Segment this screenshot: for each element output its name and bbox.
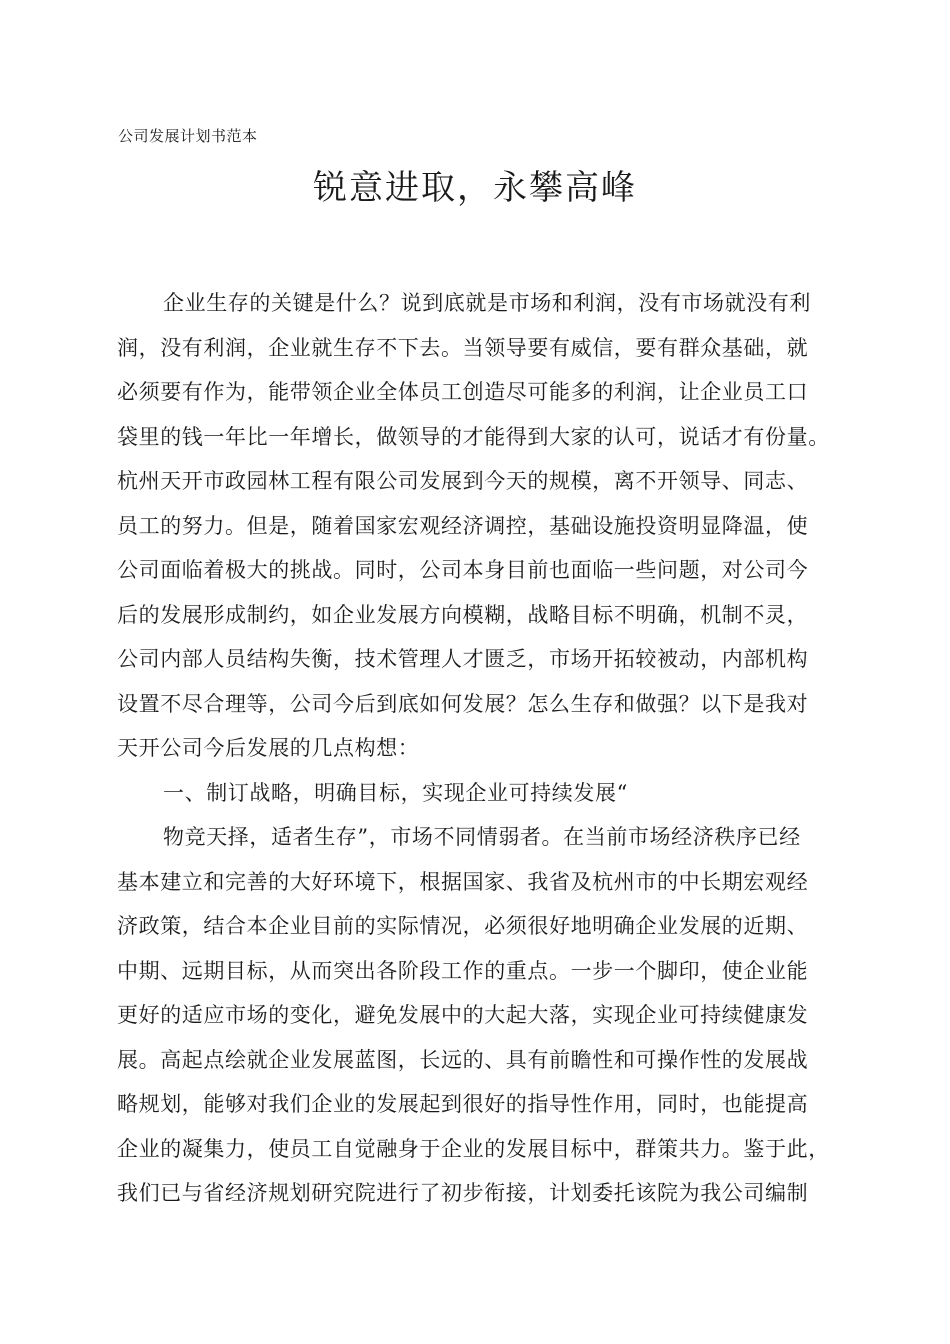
paragraph-line: 我们已与省经济规划研究院进行了初步衔接，计划委托该院为我公司编制 — [117, 1181, 809, 1205]
paragraph-line: 杭州天开市政园林工程有限公司发展到今天的规模，离不开领导、同志、 — [117, 469, 809, 493]
paragraph-line: 员工的努力。但是，随着国家宏观经济调控，基础设施投资明显降温，使 — [117, 513, 809, 538]
paragraph-line: 物竞天择，适者生存”，市场不同情弱者。在当前市场经济秩序已经 — [163, 825, 801, 849]
paragraph-line: 济政策，结合本企业目前的实际情况，必须很好地明确企业发展的近期、 — [117, 914, 809, 938]
paragraph-line: 基本建立和完善的大好环境下，根据国家、我省及杭州市的中长期宏观经 — [117, 869, 809, 894]
paragraph-line: 公司面临着极大的挑战。同时，公司本身目前也面临一些问题，对公司今 — [117, 558, 809, 582]
paragraph-line: 润，没有利润，企业就生存不下去。当领导要有威信，要有群众基础，就 — [117, 335, 809, 360]
paragraph-line: 企业的凝集力，使员工自觉融身于企业的发展目标中，群策共力。鉴于此， — [117, 1136, 830, 1161]
paragraph-line: 企业生存的关键是什么？说到底就是市场和利润，没有市场就没有利 — [163, 291, 811, 315]
section-heading: 一、制订战略，明确目标，实现企业可持续发展“ — [163, 780, 628, 805]
paragraph-line: 中期、远期目标，从而突出各阶段工作的重点。一步一个脚印，使企业能 — [117, 958, 809, 983]
paragraph-line: 必须要有作为，能带领企业全体员工创造尽可能多的利润，让企业员工口 — [117, 380, 809, 404]
document-label: 公司发展计划书范本 — [118, 127, 258, 145]
paragraph-line: 袋里的钱一年比一年增长，做领导的才能得到大家的认可，说话才有份量。 — [117, 424, 830, 449]
paragraph-line: 天开公司今后发展的几点构想： — [117, 736, 420, 760]
document-body — [117, 285, 857, 1220]
paragraph-line: 更好的适应市场的变化，避免发展中的大起大落，实现企业可持续健康发 — [117, 1003, 809, 1027]
paragraph-line: 公司内部人员结构失衡，技术管理人才匮乏，市场开拓较被动，内部机构 — [117, 647, 809, 671]
paragraph-line: 后的发展形成制约，如企业发展方向模糊，战略目标不明确，机制不灵， — [117, 602, 809, 627]
document-title: 锐意进取，永攀高峰 — [313, 168, 637, 208]
paragraph-line: 设置不尽合理等，公司今后到底如何发展？怎么生存和做强？以下是我对 — [117, 691, 809, 716]
paragraph-line: 展。高起点绘就企业发展蓝图，长远的、具有前瞻性和可操作性的发展战 — [117, 1047, 809, 1072]
paragraph-line: 略规划，能够对我们企业的发展起到很好的指导性作用，同时，也能提高 — [117, 1092, 809, 1116]
